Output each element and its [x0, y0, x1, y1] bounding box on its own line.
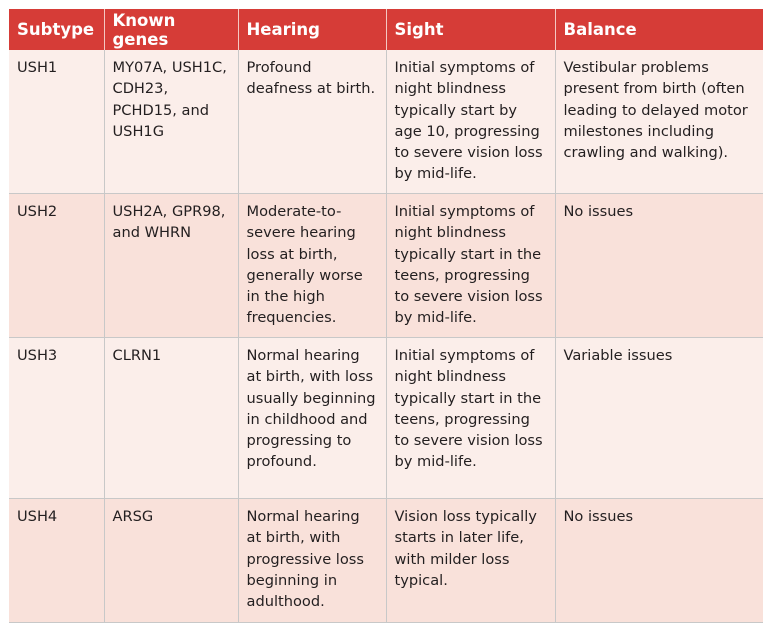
cell-hearing: Moderate-to-severe hearing loss at birth, generally worse in the high frequencies.	[238, 194, 386, 338]
cell-known-genes: ARSG	[104, 499, 238, 623]
cell-known-genes: CLRN1	[104, 338, 238, 499]
header-hearing: Hearing	[238, 9, 386, 50]
usher-subtypes-table	[9, 9, 763, 623]
cell-subtype: USH3	[9, 338, 104, 499]
cell-balance: Variable issues	[555, 338, 763, 499]
cell-hearing: Normal hearing at birth, with loss usually beginning in childhood and progressing to profound.	[238, 338, 386, 499]
table-row	[9, 338, 763, 499]
cell-sight: Initial symptoms of night blindness typically start in the teens, progressing to severe vision loss by mid-life.	[386, 338, 555, 499]
table-row	[9, 194, 763, 338]
cell-balance: No issues	[555, 194, 763, 338]
cell-balance: No issues	[555, 499, 763, 623]
cell-subtype: USH4	[9, 499, 104, 623]
header-known-genes: Known genes	[104, 9, 238, 50]
header-balance: Balance	[555, 9, 763, 50]
table-row	[9, 50, 763, 194]
table-row	[9, 499, 763, 623]
cell-sight: Initial symptoms of night blindness typically start by age 10, progressing to severe vision loss by mid-life.	[386, 50, 555, 194]
cell-known-genes: USH2A, GPR98, and WHRN	[104, 194, 238, 338]
header-row	[9, 9, 763, 50]
cell-sight: Initial symptoms of night blindness typically start in the teens, progressing to severe vision loss by mid-life.	[386, 194, 555, 338]
cell-subtype: USH1	[9, 50, 104, 194]
cell-hearing: Normal hearing at birth, with progressive loss beginning in adulthood.	[238, 499, 386, 623]
header-sight: Sight	[386, 9, 555, 50]
cell-known-genes: MY07A, USH1C, CDH23, PCHD15, and USH1G	[104, 50, 238, 194]
cell-balance: Vestibular problems present from birth (often leading to delayed motor milestones including crawling and walking).	[555, 50, 763, 194]
cell-sight: Vision loss typically starts in later life, with milder loss typical.	[386, 499, 555, 623]
header-subtype: Subtype	[9, 9, 104, 50]
cell-subtype: USH2	[9, 194, 104, 338]
cell-hearing: Profound deafness at birth.	[238, 50, 386, 194]
